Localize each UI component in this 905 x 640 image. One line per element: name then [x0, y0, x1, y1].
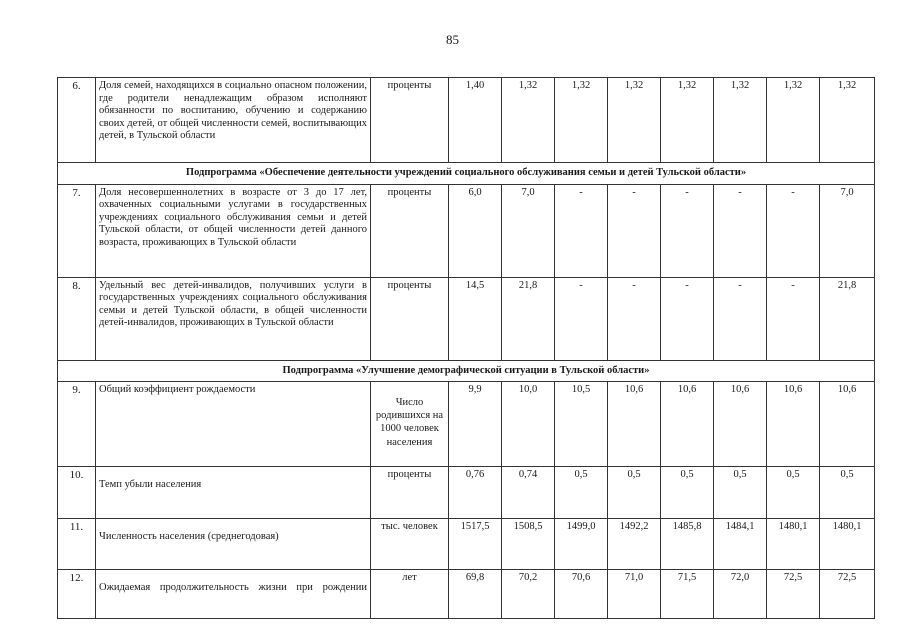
value-cell: 1480,1	[767, 519, 820, 570]
table-body	[58, 78, 875, 619]
value-cell: 70,2	[502, 570, 555, 619]
value-cell: 10,6	[820, 382, 875, 467]
unit-of-measure: проценты	[371, 277, 449, 360]
value-cell: 10,6	[661, 382, 714, 467]
subprogram-heading: Подпрограмма «Улучшение демографической ситуации в Тульской области»	[58, 360, 875, 382]
value-cell: 1,40	[449, 78, 502, 163]
value-cell: 0,74	[502, 467, 555, 519]
value-cell: 7,0	[820, 184, 875, 277]
value-cell: 1499,0	[555, 519, 608, 570]
indicator-name: Ожидаемая продолжительность жизни при рождении	[96, 570, 371, 619]
value-cell: 1,32	[820, 78, 875, 163]
value-cell: 9,9	[449, 382, 502, 467]
table-row	[58, 382, 875, 467]
row-number: 7.	[58, 184, 96, 277]
value-cell: -	[661, 277, 714, 360]
row-number: 8.	[58, 277, 96, 360]
value-cell: 0,5	[608, 467, 661, 519]
value-cell: -	[767, 184, 820, 277]
value-cell: 0,5	[767, 467, 820, 519]
unit-of-measure: лет	[371, 570, 449, 619]
value-cell: 14,5	[449, 277, 502, 360]
value-cell: 10,0	[502, 382, 555, 467]
indicator-name: Общий коэффициент рождаемости	[96, 382, 371, 467]
value-cell: -	[608, 277, 661, 360]
indicator-name: Доля семей, находящихся в социально опасном положении, где родители ненадлежащим образом исполняют обязанности по воспитанию, обучению и содержанию своих детей, от общей численности семей, воспитывающих детей, в Тульской области	[96, 78, 371, 163]
table-row	[58, 277, 875, 360]
row-number: 11.	[58, 519, 96, 570]
value-cell: 1480,1	[820, 519, 875, 570]
value-cell: 0,5	[714, 467, 767, 519]
value-cell: 0,5	[555, 467, 608, 519]
value-cell: 1492,2	[608, 519, 661, 570]
table-row	[58, 519, 875, 570]
value-cell: 6,0	[449, 184, 502, 277]
indicator-name: Удельный вес детей-инвалидов, получивших услуги в государственных учреждениях социального обслуживания семьи и детей Тульской области, в общей численности детей-инвалидов, проживающих в Тульской области	[96, 277, 371, 360]
unit-of-measure: тыс. человек	[371, 519, 449, 570]
row-number: 9.	[58, 382, 96, 467]
value-cell: 10,6	[608, 382, 661, 467]
row-number: 10.	[58, 467, 96, 519]
value-cell: -	[661, 184, 714, 277]
value-cell: 72,5	[820, 570, 875, 619]
value-cell: -	[555, 277, 608, 360]
table-row	[58, 570, 875, 619]
value-cell: 1508,5	[502, 519, 555, 570]
subprogram-heading-row	[58, 163, 875, 185]
value-cell: 0,5	[820, 467, 875, 519]
indicator-name: Темп убыли населения	[96, 467, 371, 519]
value-cell: 21,8	[502, 277, 555, 360]
subprogram-heading-row	[58, 360, 875, 382]
value-cell: 1,32	[608, 78, 661, 163]
value-cell: 1484,1	[714, 519, 767, 570]
value-cell: 1,32	[661, 78, 714, 163]
value-cell: -	[714, 277, 767, 360]
table-row	[58, 184, 875, 277]
value-cell: 21,8	[820, 277, 875, 360]
table-row	[58, 78, 875, 163]
value-cell: 1485,8	[661, 519, 714, 570]
value-cell: 71,5	[661, 570, 714, 619]
value-cell: 71,0	[608, 570, 661, 619]
value-cell: -	[714, 184, 767, 277]
indicators-table	[57, 77, 875, 619]
unit-of-measure: проценты	[371, 467, 449, 519]
value-cell: 69,8	[449, 570, 502, 619]
page-number: 85	[446, 32, 459, 47]
value-cell: 0,76	[449, 467, 502, 519]
value-cell: 10,6	[767, 382, 820, 467]
value-cell: 10,5	[555, 382, 608, 467]
value-cell: 7,0	[502, 184, 555, 277]
value-cell: 1,32	[767, 78, 820, 163]
value-cell: -	[608, 184, 661, 277]
row-number: 12.	[58, 570, 96, 619]
value-cell: 1517,5	[449, 519, 502, 570]
value-cell: 70,6	[555, 570, 608, 619]
unit-of-measure: Число родившихся на 1000 человек населения	[371, 382, 449, 467]
value-cell: 0,5	[661, 467, 714, 519]
indicator-name: Численность населения (среднегодовая)	[96, 519, 371, 570]
value-cell: 72,0	[714, 570, 767, 619]
value-cell: 1,32	[714, 78, 767, 163]
unit-of-measure: проценты	[371, 78, 449, 163]
value-cell: 1,32	[502, 78, 555, 163]
value-cell: -	[767, 277, 820, 360]
row-number: 6.	[58, 78, 96, 163]
value-cell: -	[555, 184, 608, 277]
value-cell: 10,6	[714, 382, 767, 467]
value-cell: 1,32	[555, 78, 608, 163]
indicator-name: Доля несовершеннолетних в возрасте от 3 до 17 лет, охваченных социальными услугами в государственных учреждениях социального обслуживания семьи и детей Тульской области, от общей численности детей данного возраста, проживающих в Тульской области	[96, 184, 371, 277]
subprogram-heading: Подпрограмма «Обеспечение деятельности учреждений социального обслуживания семьи и детей Тульской области»	[58, 163, 875, 185]
unit-of-measure: проценты	[371, 184, 449, 277]
value-cell: 72,5	[767, 570, 820, 619]
table-row	[58, 467, 875, 519]
